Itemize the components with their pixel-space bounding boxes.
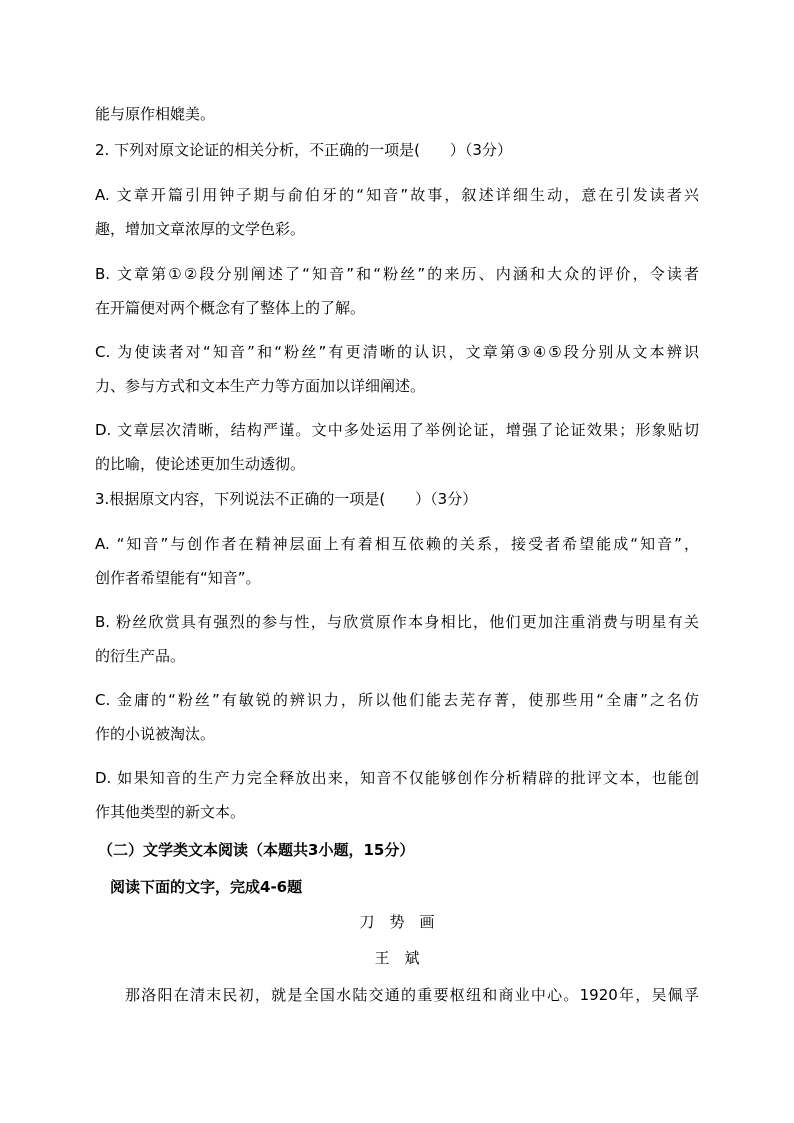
paragraph-line: 那洛阳在清末民初，就是全国水陆交通的重要枢纽和商业中心。1920年，吴佩孚 — [125, 986, 699, 1004]
option-line: D. 文章层次清晰，结构严谨。文中多处运用了举例论证，增强了论证效果；形象贴切 — [95, 421, 699, 439]
text-line: 能与原作相媲美。 — [95, 105, 216, 123]
option-line: 趣，增加文章浓厚的文学色彩。 — [95, 220, 306, 238]
question-2: 2. 下列对原文论证的相关分析，不正确的一项是( ）（3分） — [95, 141, 512, 159]
option-line: A. “知音”与创作者在精神层面上有着相互依赖的关系，接受者希望能成“知音”， — [95, 535, 699, 553]
option-line: 创作者希望能有“知音”。 — [95, 569, 261, 587]
story-author: 王 斌 — [374, 949, 420, 967]
option-line: 作的小说被淘汰。 — [95, 725, 216, 743]
option-line: A. 文章开篇引用钟子期与俞伯牙的“知音”故事，叙述详细生动，意在引发读者兴 — [95, 186, 699, 204]
option-line: 的衍生产品。 — [95, 647, 186, 665]
story-title: 刀 势 画 — [359, 913, 435, 931]
instruction: 阅读下面的文字，完成4-6题 — [110, 878, 303, 896]
option-line: B. 文章第①②段分别阐述了“知音”和“粉丝”的来历、内涵和大众的评价，令读者 — [95, 265, 699, 283]
option-line: 作其他类型的新文本。 — [95, 803, 246, 821]
question-3: 3.根据原文内容，下列说法不正确的一项是( ）（3分） — [95, 490, 478, 508]
option-line: D. 如果知音的生产力完全释放出来，知音不仅能够创作分析精辟的批评文本，也能创 — [95, 769, 699, 787]
option-line: B. 粉丝欣赏具有强烈的参与性，与欣赏原作本身相比，他们更加注重消费与明星有关 — [95, 613, 699, 631]
option-line: C. 金庸的“粉丝”有敏锐的辨识力，所以他们能去芜存菁，使那些用“全庸”之名仿 — [95, 691, 699, 709]
option-line: 的比喻，使论述更加生动透彻。 — [95, 455, 306, 473]
option-line: 力、参与方式和文本生产力等方面加以详细阐述。 — [95, 377, 426, 395]
section-heading: （二）文学类文本阅读（本题共3小题，15分） — [98, 841, 415, 859]
option-line: 在开篇便对两个概念有了整体上的了解。 — [95, 299, 366, 317]
option-line: C. 为使读者对“知音”和“粉丝”有更清晰的认识，文章第③④⑤段分别从文本辨识 — [95, 343, 699, 361]
